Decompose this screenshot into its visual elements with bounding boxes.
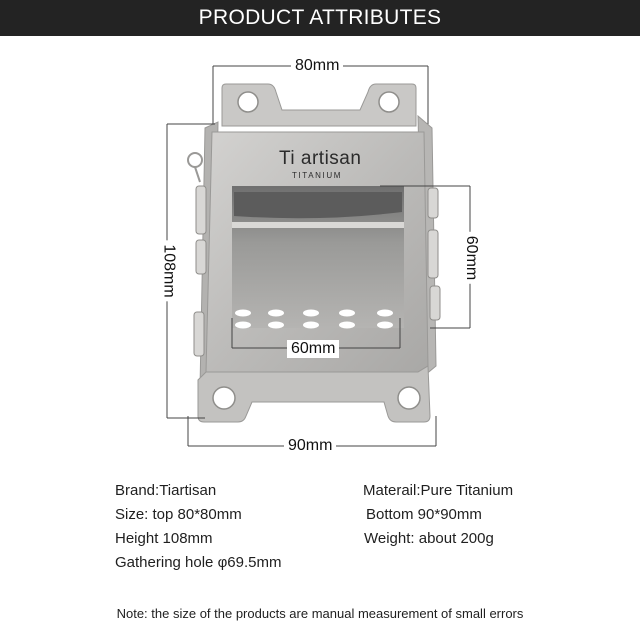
spec-brand: Brand:Tiartisan <box>115 482 217 499</box>
brand-logo-text: Ti artisan <box>279 148 362 169</box>
top-dimension-label: 80mm <box>291 57 343 75</box>
brand-subtitle: TITANIUM <box>292 171 342 180</box>
hanging-ring <box>188 153 202 182</box>
window-width-dimension-label: 60mm <box>287 340 339 358</box>
right-hinges <box>428 188 440 320</box>
header-bar <box>0 0 640 36</box>
measurement-note: Note: the size of the products are manual measurement of small errors <box>116 606 524 621</box>
spec-weight: Weight: about 200g <box>364 530 494 547</box>
product-specs <box>0 480 640 580</box>
top-right-hole <box>379 92 399 112</box>
bottom-left-hole <box>213 387 235 409</box>
product-illustration <box>0 36 640 466</box>
window-height-dimension-label: 60mm <box>462 232 480 284</box>
height-dimension-label: 108mm <box>160 240 178 301</box>
header-title: PRODUCT ATTRIBUTES <box>198 6 442 29</box>
spec-height: Height 108mm <box>115 530 213 547</box>
spec-size: Size: top 80*80mm <box>115 506 242 523</box>
top-left-hole <box>238 92 258 112</box>
left-hinges <box>194 186 206 356</box>
stove-drawing <box>0 36 640 466</box>
spec-gathering-hole: Gathering hole φ69.5mm <box>115 554 282 571</box>
bottom-right-hole <box>398 387 420 409</box>
spec-material: Materail:Pure Titanium <box>363 482 514 499</box>
bottom-dimension-label: 90mm <box>284 437 336 455</box>
spec-bottom: Bottom 90*90mm <box>366 506 482 523</box>
front-window <box>232 186 404 329</box>
